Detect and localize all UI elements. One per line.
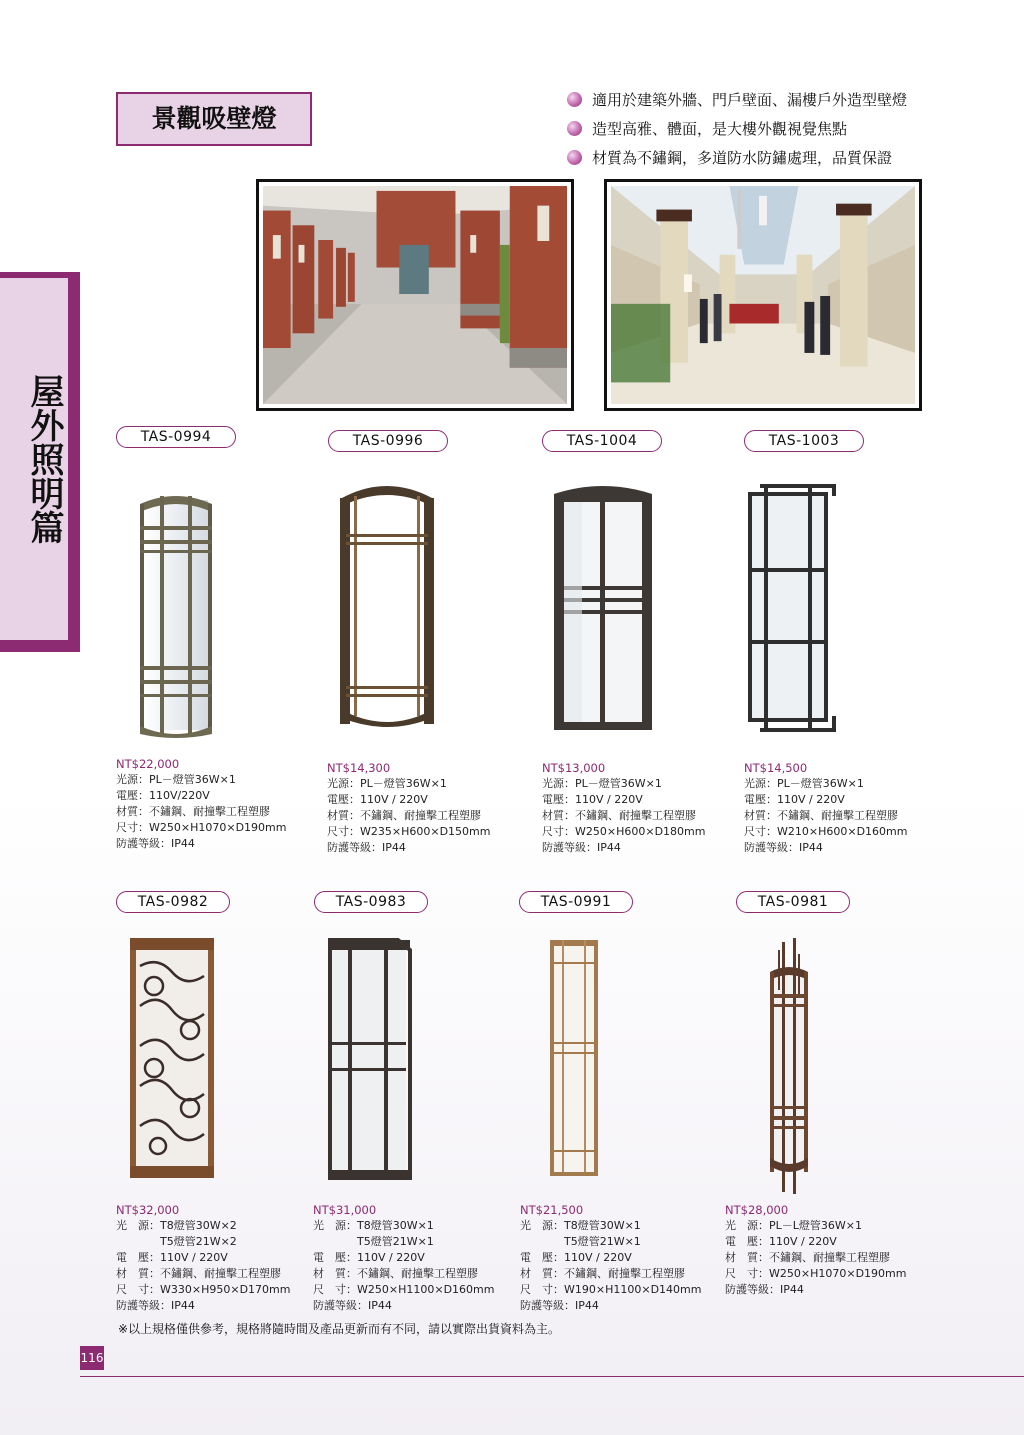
model-label: TAS-0991 — [519, 891, 633, 913]
spec-line: 防護等級：IP44 — [116, 837, 195, 850]
spec-line: 防護等級：IP44 — [116, 1299, 195, 1312]
spec-line: 防護等級：IP44 — [542, 841, 621, 854]
price: NT$31,000 — [313, 1203, 377, 1217]
colonnade-photo — [256, 179, 574, 411]
spec-line: T5燈管21W×1 — [520, 1235, 641, 1248]
spec-line: 防護等級：IP44 — [327, 841, 406, 854]
spec-block — [542, 760, 705, 856]
spec-block — [520, 1202, 701, 1314]
price: NT$28,000 — [725, 1203, 789, 1217]
spec-line: 尺寸：W250×H1070×D190mm — [116, 821, 287, 834]
side-category-tab — [0, 272, 80, 652]
model-label: TAS-0996 — [328, 430, 448, 452]
spec-line: 材質：不鏽鋼、耐撞擊工程塑膠 — [744, 809, 898, 822]
lamp-tas-0994-image — [136, 490, 216, 742]
spec-line: 尺 寸：W330×H950×D170mm — [116, 1283, 291, 1296]
spec-line: 電 壓：110V / 220V — [116, 1251, 228, 1264]
lamp-tas-0991-image — [548, 938, 600, 1178]
price: NT$13,000 — [542, 761, 606, 775]
spec-block — [725, 1202, 906, 1298]
lamp-tas-0983-image — [328, 938, 412, 1180]
spec-line: 光源：PL－燈管36W×1 — [542, 777, 662, 790]
spec-line: 電 壓：110V / 220V — [313, 1251, 425, 1264]
spec-line: 材質：不鏽鋼、耐撞擊工程塑膠 — [542, 809, 696, 822]
section-title: 景觀吸壁燈 — [116, 92, 312, 146]
price: NT$21,500 — [520, 1203, 584, 1217]
feature-text: 適用於建築外牆、門戶壁面、漏樓戶外造型壁燈 — [592, 91, 908, 109]
spec-line: 尺 寸：W250×H1070×D190mm — [725, 1267, 907, 1280]
colonnade-illustration — [263, 186, 567, 404]
model-label: TAS-0983 — [314, 891, 428, 913]
model-label: TAS-0982 — [116, 891, 230, 913]
spec-line: 防護等級：IP44 — [725, 1283, 804, 1296]
spec-block — [327, 760, 490, 856]
lamp-tas-0996-image — [338, 480, 436, 734]
spec-line: 防護等級：IP44 — [744, 841, 823, 854]
feature-list — [566, 90, 907, 177]
page-number: 116 — [80, 1346, 104, 1370]
spec-line: 電 壓：110V / 220V — [520, 1251, 632, 1264]
spec-line: 材質：不鏽鋼、耐撞擊工程塑膠 — [327, 809, 481, 822]
feature-text: 材質為不鏽鋼，多道防水防鏽處理，品質保證 — [592, 149, 893, 167]
feature-text: 造型高雅、體面，是大樓外觀視覺焦點 — [592, 120, 848, 138]
spec-line: 光 源：PL－L燈管36W×1 — [725, 1219, 862, 1232]
spec-line: 尺寸：W210×H600×D160mm — [744, 825, 908, 838]
lamp-tas-1003-image — [744, 480, 844, 734]
spec-line: 光源：PL－燈管36W×1 — [327, 777, 447, 790]
lamp-tas-0982-image — [128, 936, 216, 1180]
lamp-tas-1004-image — [552, 482, 654, 732]
bullet-icon — [567, 92, 582, 107]
lobby-illustration — [611, 186, 915, 404]
spec-line: 光 源：T8燈管30W×1 — [520, 1219, 641, 1232]
spec-line: 防護等級：IP44 — [520, 1299, 599, 1312]
spec-block — [116, 1202, 290, 1314]
spec-line: 電 壓：110V / 220V — [725, 1235, 837, 1248]
model-label: TAS-1003 — [744, 430, 864, 452]
spec-line: 尺 寸：W190×H1100×D140mm — [520, 1283, 702, 1296]
spec-line: 材 質：不鏽鋼、耐撞擊工程塑膠 — [520, 1267, 685, 1280]
spec-line: 電壓：110V / 220V — [744, 793, 845, 806]
spec-line: 尺寸：W250×H600×D180mm — [542, 825, 706, 838]
spec-line: 光 源：T8燈管30W×1 — [313, 1219, 434, 1232]
bullet-icon — [567, 121, 582, 136]
feature-item — [566, 90, 907, 119]
bullet-icon — [567, 150, 582, 165]
disclaimer-note: ※以上規格僅供參考，規格將隨時間及產品更新而有不同，請以實際出貨資料為主。 — [118, 1322, 561, 1336]
spec-line: 光源：PL－燈管36W×1 — [744, 777, 864, 790]
spec-line: 防護等級：IP44 — [313, 1299, 392, 1312]
spec-line: 電壓：110V/220V — [116, 789, 210, 802]
spec-line: 材 質：不鏽鋼、耐撞擊工程塑膠 — [313, 1267, 478, 1280]
feature-item — [566, 119, 907, 148]
spec-line: 電壓：110V / 220V — [327, 793, 428, 806]
lamp-tas-0981-image — [764, 936, 814, 1196]
side-tab-label: 屋外照明篇 — [24, 374, 64, 544]
price: NT$14,300 — [327, 761, 391, 775]
feature-item — [566, 148, 907, 177]
spec-line: 材質：不鏽鋼、耐撞擊工程塑膠 — [116, 805, 270, 818]
spec-line: 光 源：T8燈管30W×2 — [116, 1219, 237, 1232]
spec-block — [313, 1202, 494, 1314]
price: NT$32,000 — [116, 1203, 180, 1217]
spec-line: 光源：PL－燈管36W×1 — [116, 773, 236, 786]
price: NT$14,500 — [744, 761, 808, 775]
spec-line: 尺寸：W235×H600×D150mm — [327, 825, 491, 838]
footer-divider — [80, 1376, 1024, 1377]
spec-line: 電壓：110V / 220V — [542, 793, 643, 806]
model-label: TAS-1004 — [542, 430, 662, 452]
lobby-photo — [604, 179, 922, 411]
price: NT$22,000 — [116, 757, 180, 771]
spec-line: 尺 寸：W250×H1100×D160mm — [313, 1283, 495, 1296]
spec-block — [744, 760, 907, 856]
spec-line: T5燈管21W×2 — [116, 1235, 237, 1248]
spec-line: 材 質：不鏽鋼、耐撞擊工程塑膠 — [725, 1251, 890, 1264]
spec-block — [116, 756, 286, 852]
model-label: TAS-0981 — [736, 891, 850, 913]
spec-line: 材 質：不鏽鋼、耐撞擊工程塑膠 — [116, 1267, 281, 1280]
model-label: TAS-0994 — [116, 426, 236, 448]
spec-line: T5燈管21W×1 — [313, 1235, 434, 1248]
